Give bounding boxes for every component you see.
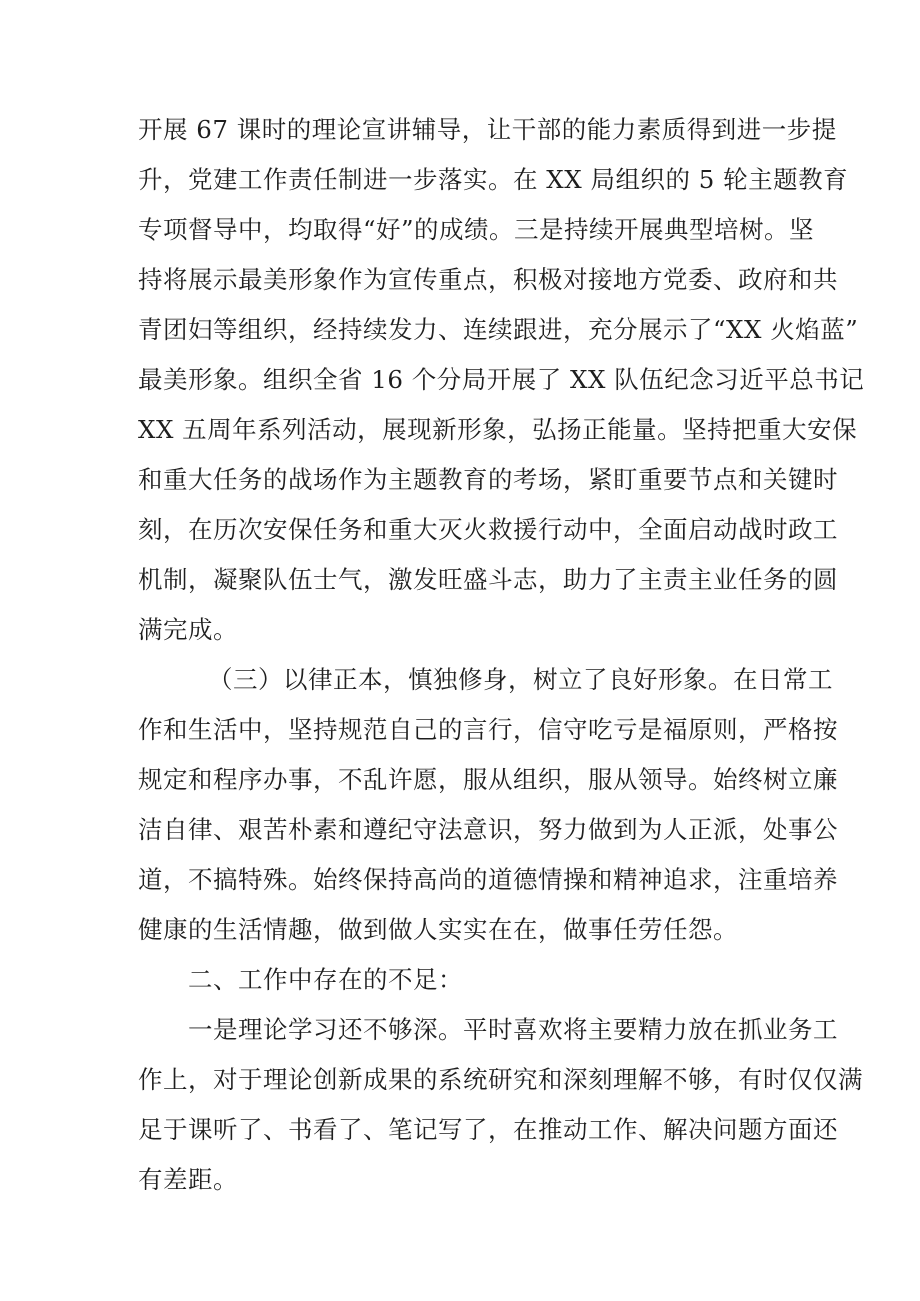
text-line: 和重大任务的战场作为主题教育的考场，紧盯重要节点和关键时	[138, 465, 838, 494]
section-heading-3: （三）以律正本，慎独修身，树立了良好形象。在日常工	[208, 665, 833, 694]
text-line: 健康的生活情趣，做到做人实实在在，做事任劳任怨。	[138, 915, 738, 944]
text-line: 持将展示最美形象作为宣传重点，积极对接地方党委、政府和共	[138, 265, 838, 294]
text-line: 满完成。	[138, 615, 238, 644]
text-line: 有差距。	[138, 1165, 238, 1194]
text-line: 刻，在历次安保任务和重大灭火救援行动中，全面启动战时政工	[138, 515, 838, 544]
section-heading-2: 二、工作中存在的不足：	[188, 965, 463, 994]
text-line: 洁自律、艰苦朴素和遵纪守法意识，努力做到为人正派，处事公	[138, 815, 838, 844]
text-line: 一是理论学习还不够深。平时喜欢将主要精力放在抓业务工	[188, 1015, 838, 1044]
text-line: 机制，凝聚队伍士气，激发旺盛斗志，助力了主责主业任务的圆	[138, 565, 838, 594]
text-line: 青团妇等组织，经持续发力、连续跟进，充分展示了“XX 火焰蓝”	[138, 315, 859, 344]
text-line: 专项督导中，均取得“好”的成绩。三是持续开展典型培树。坚	[138, 215, 815, 244]
text-line: 开展 67 课时的理论宣讲辅导，让干部的能力素质得到进一步提	[138, 115, 837, 144]
text-line: 规定和程序办事，不乱许愿，服从组织，服从领导。始终树立廉	[138, 765, 838, 794]
text-line: 最美形象。组织全省 16 个分局开展了 XX 队伍纪念习近平总书记	[138, 365, 865, 394]
text-line: 足于课听了、书看了、笔记写了，在推动工作、解决问题方面还	[138, 1115, 838, 1144]
text-line: 道，不搞特殊。始终保持高尚的道德情操和精神追求，注重培养	[138, 865, 838, 894]
text-line: 升，党建工作责任制进一步落实。在 XX 局组织的 5 轮主题教育	[138, 165, 849, 194]
text-line: XX 五周年系列活动，展现新形象，弘扬正能量。坚持把重大安保	[138, 415, 858, 444]
text-line: 作和生活中，坚持规范自己的言行，信守吃亏是福原则，严格按	[138, 715, 838, 744]
text-line: 作上，对于理论创新成果的系统研究和深刻理解不够，有时仅仅满	[138, 1065, 863, 1094]
